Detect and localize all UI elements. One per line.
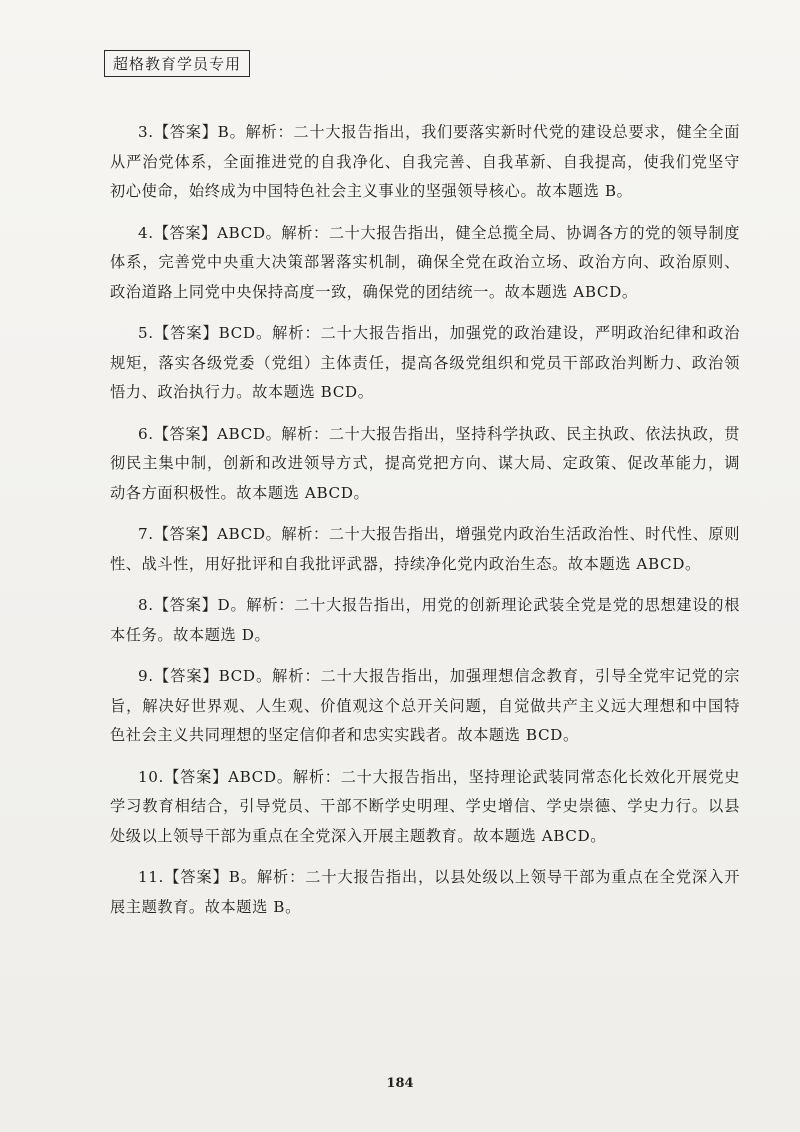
answer-item (110, 420, 740, 509)
answer-text: 【答案】ABCD。解析：二十大报告指出，健全总揽全局、协调各方的党的领导制度体系，完善党中央重大决策部署落实机制，确保全党在政治立场、政治方向、政治原则、政治道路上同党中央保持高度一致，确保党的团结统一。故本题选 ABCD。 (110, 223, 740, 301)
header-label: 超格教育学员专用 (104, 50, 250, 77)
answer-text: 【答案】ABCD。解析：二十大报告指出，坚持科学执政、民主执政、依法执政，贯彻民主集中制，创新和改进领导方式，提高党把方向、谋大局、定政策、促改革能力，调动各方面积极性。故本题选 ABCD。 (110, 424, 740, 502)
answer-item (110, 520, 740, 579)
answer-text: 【答案】ABCD。解析：二十大报告指出，坚持理论武装同常态化长效化开展党史学习教育相结合，引导党员、干部不断学史明理、学史增信、学史崇德、学史力行。以县处级以上领导干部为重点在全党深入开展主题教育。故本题选 ABCD。 (110, 767, 740, 845)
answer-text: 【答案】B。解析：二十大报告指出，我们要落实新时代党的建设总要求，健全全面从严治党体系，全面推进党的自我净化、自我完善、自我革新、自我提高，使我们党坚守初心使命，始终成为中国特色社会主义事业的坚强领导核心。故本题选 B。 (110, 123, 740, 200)
page-number: 184 (386, 1076, 414, 1091)
answer-number: 3. (138, 123, 154, 141)
answer-item (110, 219, 740, 308)
answer-number: 6. (138, 424, 154, 443)
answer-text: 【答案】B。解析：二十大报告指出，以县处级以上领导干部为重点在全党深入开展主题教育。故本题选 B。 (110, 868, 740, 916)
answer-number: 5. (138, 324, 154, 342)
answer-text: 【答案】ABCD。解析：二十大报告指出，增强党内政治生活政治性、时代性、原则性、战斗性，用好批评和自我批评武器，持续净化党内政治生态。故本题选 ABCD。 (110, 525, 740, 573)
answer-item (110, 662, 740, 751)
answer-item (110, 591, 740, 650)
answer-number: 4. (138, 223, 154, 242)
answer-list (110, 118, 740, 934)
answer-number: 9. (138, 667, 154, 685)
answer-item (110, 763, 740, 852)
answer-text: 【答案】BCD。解析：二十大报告指出，加强理想信念教育，引导全党牢记党的宗旨，解决好世界观、人生观、价值观这个总开关问题，自觉做共产主义远大理想和中国特色社会主义共同理想的坚定信仰者和忠实实践者。故本题选 BCD。 (110, 667, 740, 744)
answer-item (110, 319, 740, 408)
answer-number: 10. (138, 767, 164, 786)
answer-number: 7. (138, 525, 154, 543)
answer-text: 【答案】D。解析：二十大报告指出，用党的创新理论武装全党是党的思想建设的根本任务。故本题选 D。 (110, 596, 740, 644)
answer-number: 8. (138, 596, 154, 614)
answer-text: 【答案】BCD。解析：二十大报告指出，加强党的政治建设，严明政治纪律和政治规矩，落实各级党委（党组）主体责任，提高各级党组织和党员干部政治判断力、政治领悟力、政治执行力。故本题选 BCD。 (110, 324, 740, 401)
answer-item (110, 863, 740, 922)
answer-item (110, 118, 740, 207)
answer-number: 11. (138, 868, 164, 886)
